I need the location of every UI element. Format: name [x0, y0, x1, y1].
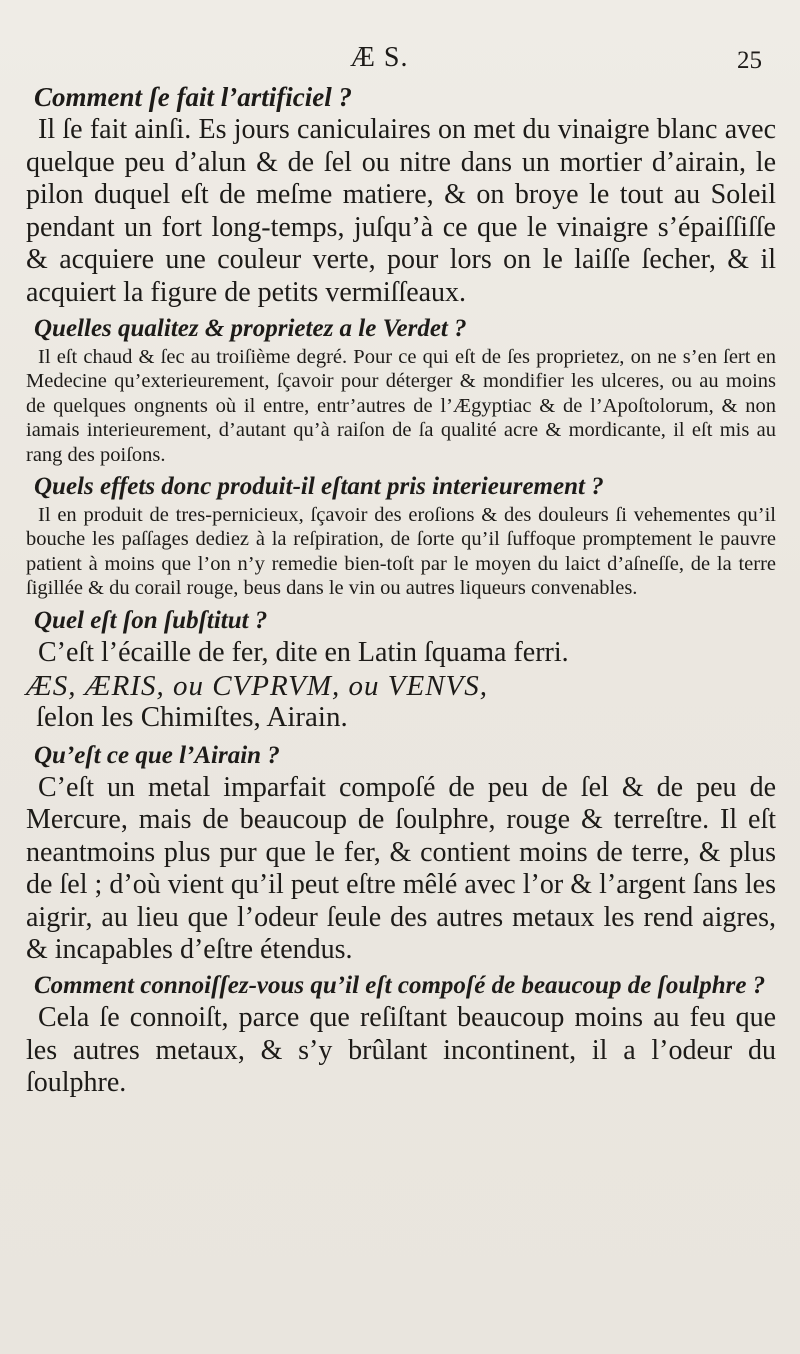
answer-3: Il en produit de tres-pernicieux, ſçavoir des eroſions & des douleurs ſi vehementes qu’il bouche les paſſages dediez à la reſpiration, de ſorte qu’il ſuffoque promptement le pauvre patient à moins que l’on n’y remedie bien-toſt par le moyen du laict d’aſneſſe, de la terre ſigillée & du corail rouge, beus dans le vin ou autres liqueurs convenables.: [26, 504, 776, 600]
question-6: Comment connoiſſez-vous qu’il eſt compoſé de beaucoup de ſoulphre ?: [34, 972, 766, 1000]
answer-4-line-1: C’eſt l’écaille de fer, dite en Latin ſquama ferri.: [38, 636, 569, 668]
running-head: [26, 44, 776, 78]
answer-2: Il eſt chaud & ſec au troiſième degré. Pour ce qui eſt de ſes proprietez, on ne s’en ſert en Medecine qu’exterieurement, ſçavoir pour déterger & mondifier les ulceres, ou au moins de quelques ongnents où il entre, entr’autres de l’Ægyptiac & de l’Apoſtolorum, & non iamais interieurement, d’autant qu’à raiſon de ſa qualité acre & mordicante, il eſt mis au rang des poiſons.: [26, 346, 776, 466]
answer-5: C’eſt un metal imparfait compoſé de peu de ſel & de peu de Mercure, mais de beaucoup de ſoulphre, rouge & terreſtre. Il eſt neantmoins plus pur que le fer, & contient moins de terre, & plus de ſel ; d’où vient qu’il peut eſtre mêlé avec l’or & l’argent ſans les aigrir, au lieu que l’odeur ſeule des autres metaux les rend aigres, & incapables d’eſtre étendus.: [26, 771, 776, 965]
question-4: Quel eſt ſon ſubſtitut ?: [34, 606, 268, 634]
answer-4-line-2: ÆS, ÆRIS, ou CVPRVM, ou VENVS,: [26, 670, 489, 703]
question-5: Qu’eſt ce que l’Airain ?: [34, 741, 280, 769]
answer-1: Il ſe fait ainſi. Es jours caniculaires on met du vinaigre blanc avec quelque peu d’alun & de ſel ou nitre dans un mortier d’airain, le pilon duquel eſt de meſme matiere, & on broye le tout au Soleil pendant un fort long-temps, juſqu’à ce que le vinaigre s’épaiſſiſſe & acquiere une couleur verte, pour lors on le laiſſe ſecher, & il acquiert la figure de petits vermiſſeaux.: [26, 114, 776, 308]
question-1: Comment ſe fait l’artificiel ?: [34, 82, 352, 112]
answer-6: Cela ſe connoiſt, parce que reſiſtant beaucoup moins au feu que les autres metaux, & s’y brûlant incontinent, il a l’odeur du ſoulphre.: [26, 1002, 776, 1099]
question-3: Quels effets donc produit-il eſtant pris interieurement ?: [34, 473, 604, 500]
answer-4-line-3: ſelon les Chimiſtes, Airain.: [36, 701, 348, 734]
question-2: Quelles qualitez & proprietez a le Verdet ?: [34, 315, 467, 343]
page-number: 25: [737, 47, 762, 74]
running-title: Æ S.: [350, 42, 409, 73]
